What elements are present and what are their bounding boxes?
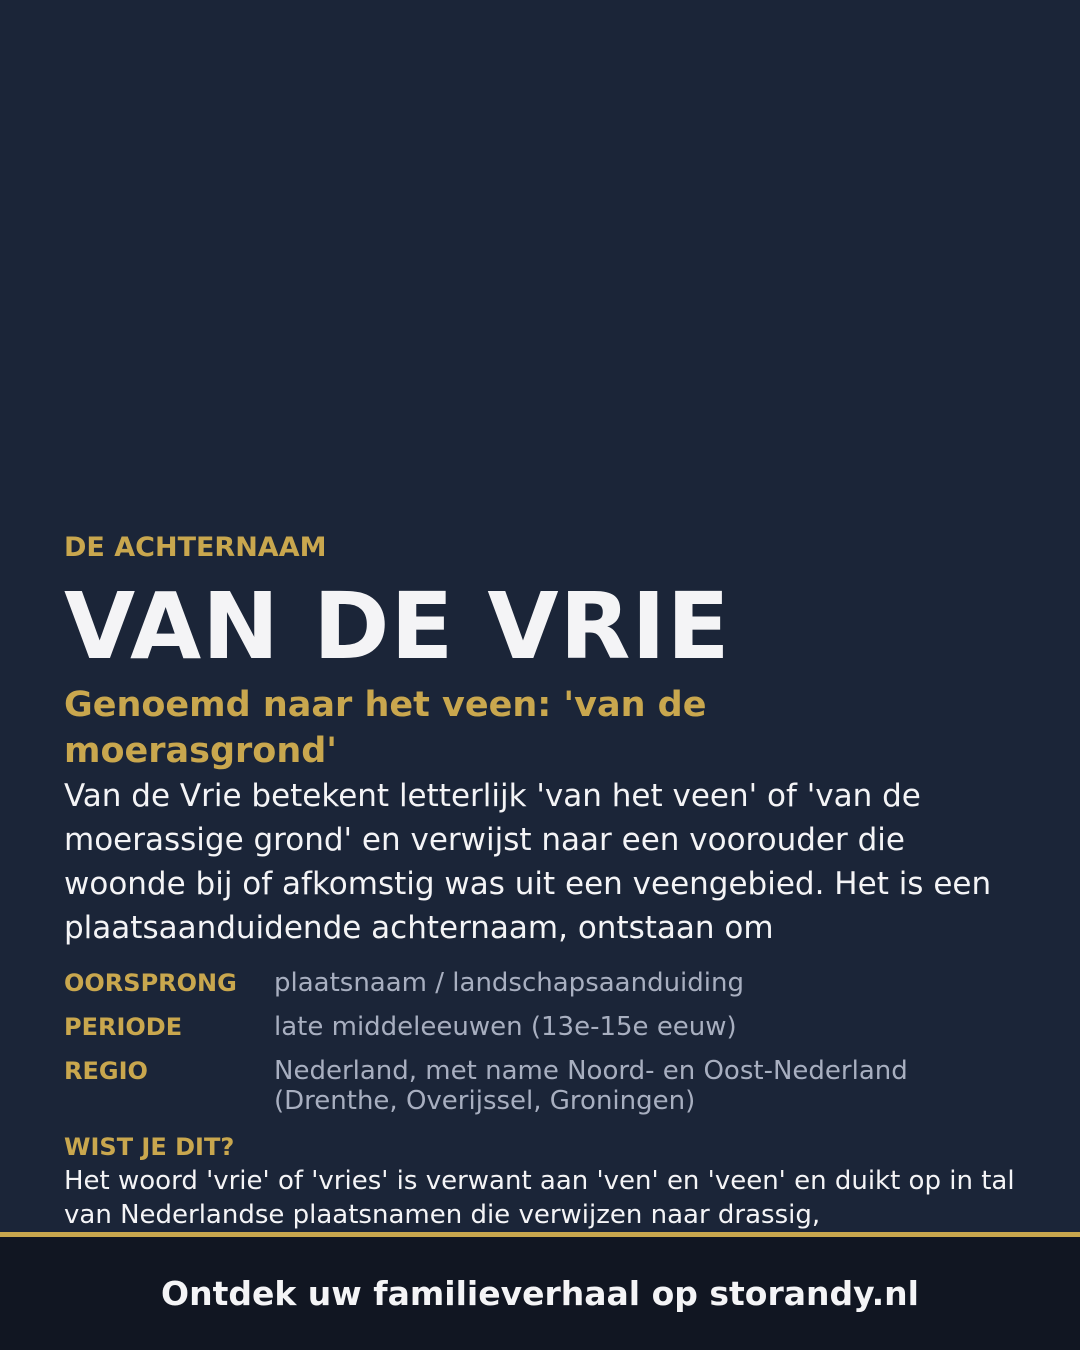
fact-value: plaatsnaam / landschapsaanduiding — [274, 968, 744, 998]
did-you-know-text: Het woord 'vrie' of 'vries' is verwant aan 'ven' en 'veen' en duikt op in tal van Nederlandse plaatsnamen die verwijzen naar drassig, — [64, 1166, 1015, 1230]
footer-cta-text: Ontdek uw familieverhaal op storandy.nl — [161, 1273, 919, 1313]
fact-label: REGIO — [64, 1057, 148, 1085]
footer-banner — [0, 1232, 1080, 1350]
meaning-subtitle: Genoemd naar het veen: 'van de moerasgrond' — [64, 685, 707, 771]
description-text: Van de Vrie betekent letterlijk 'van het veen' of 'van de moerassige grond' en verwijst naar een voorouder die woonde bij of afkomstig was uit een veengebied. Het is een plaatsaanduidende achternaam, ontstaan om — [64, 778, 992, 946]
surname-card — [64, 530, 1024, 1232]
eyebrow-label: DE ACHTERNAAM — [64, 532, 327, 563]
fact-label: PERIODE — [64, 1013, 183, 1041]
fact-row-origin — [64, 968, 1024, 998]
facts-list — [64, 968, 1024, 1116]
did-you-know-label: WIST JE DIT? — [64, 1133, 235, 1161]
fact-row-period — [64, 1012, 1024, 1042]
fact-label: OORSPRONG — [64, 969, 237, 997]
fact-value: Nederland, met name Noord- en Oost-Nederland (Drenthe, Overijssel, Groningen) — [274, 1056, 908, 1116]
surname-title: VAN DE VRIE — [64, 573, 731, 680]
fact-row-region — [64, 1056, 1024, 1116]
fact-value: late middeleeuwen (13e-15e eeuw) — [274, 1012, 737, 1042]
